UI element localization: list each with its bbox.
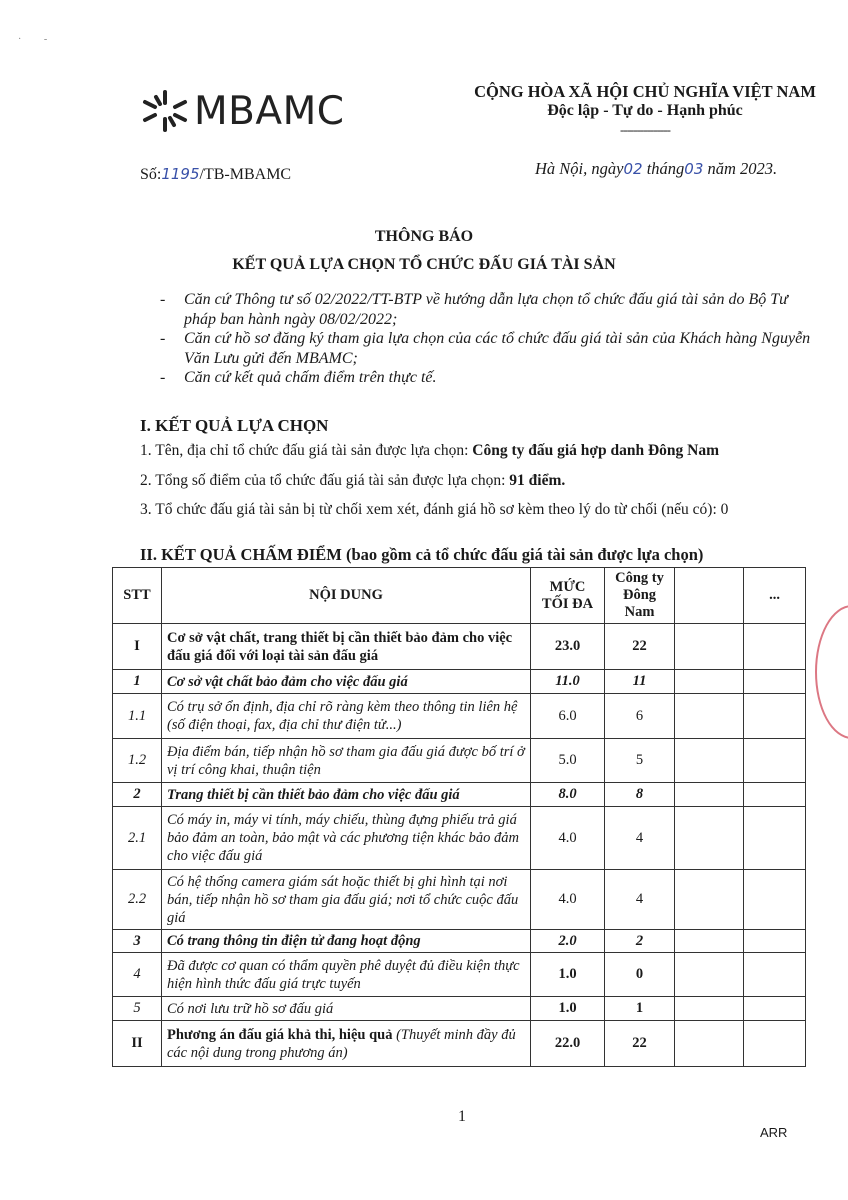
table-row: 1 Cơ sở vật chất bảo đảm cho việc đấu giá 11.0 11	[113, 670, 806, 694]
footer-mark: ARR	[760, 1125, 788, 1140]
document-date	[535, 159, 777, 179]
header-more: ...	[744, 568, 806, 624]
nation-title: CỘNG HÒA XÃ HỘI CHỦ NGHĨA VIỆT NAM	[474, 82, 816, 101]
basis-item: - Căn cứ hồ sơ đăng ký tham gia lựa chọn của các tổ chức đấu giá tài sản của Khách hàng Nguyễn Văn Lưu gửi đến MBAMC;	[160, 330, 811, 367]
header-cong-ty: Công ty Đông Nam	[605, 568, 675, 624]
table-row: II Phương án đấu giá khả thi, hiệu quả (Thuyết minh đầy đủ các nội dung trong phương án) 22.0 22	[113, 1021, 806, 1067]
date-year: năm 2023.	[707, 159, 778, 178]
so-prefix: Số:	[140, 166, 162, 183]
document-number	[140, 165, 291, 184]
table-row: 5 Có nơi lưu trữ hồ sơ đấu giá 1.0 1	[113, 997, 806, 1021]
notice-title: THÔNG BÁO	[374, 228, 474, 245]
score-table	[112, 567, 806, 1067]
date-month: 03	[684, 160, 704, 178]
table-row: 2.2 Có hệ thống camera giám sát hoặc thiết bị ghi hình tại nơi bán, tiếp nhận hồ sơ tham gia đấu giá; nơi tổ chức cuộc đấu giá 4.0 4	[113, 870, 806, 930]
date-month-label: tháng	[646, 159, 685, 178]
table-header-row	[113, 568, 806, 624]
scan-speck: · -	[18, 34, 48, 45]
motto-underline: ---------------	[620, 122, 670, 137]
so-number: 1195	[161, 165, 200, 183]
table-row: 1.1 Có trụ sở ổn định, địa chỉ rõ ràng kèm theo thông tin liên hệ (số điện thoại, fax, địa chỉ thư điện tử...) 6.0 6	[113, 694, 806, 739]
logo-text: MBAMC	[194, 88, 345, 134]
date-day: 02	[623, 160, 643, 178]
table-row: 1.2 Địa điểm bán, tiếp nhận hồ sơ tham gia đấu giá được bố trí ở vị trí công khai, thuận tiện 5.0 5	[113, 739, 806, 783]
result-item-2: 2. Tổng số điểm của tổ chức đấu giá tài sản được lựa chọn: 91 điểm.	[140, 472, 566, 489]
motto: Độc lập - Tự do - Hạnh phúc	[547, 102, 743, 119]
date-place: Hà Nội, ngày	[535, 159, 624, 178]
table-row: 2.1 Có máy in, máy vi tính, máy chiếu, thùng đựng phiếu trả giá bảo đảm an toàn, bảo mật và các phương tiện khác bảo đảm cho việc đấu giá 4.0 4	[113, 807, 806, 870]
section-2-heading: II. KẾT QUẢ CHẤM ĐIỂM (bao gồm cả tổ chức đấu giá tài sản được lựa chọn)	[140, 545, 704, 564]
table-row: 4 Đã được cơ quan có thẩm quyền phê duyệt đủ điều kiện thực hiện hình thức đấu giá trực tuyến 1.0 0	[113, 953, 806, 997]
basis-list	[160, 290, 820, 388]
so-suffix: /TB-MBAMC	[199, 166, 292, 183]
basis-item: - Căn cứ kết quả chấm điểm trên thực tế.	[160, 369, 437, 386]
notice-subtitle: KẾT QUẢ LỰA CHỌN TỔ CHỨC ĐẤU GIÁ TÀI SẢN	[232, 256, 616, 273]
star-logo-icon	[140, 88, 190, 134]
header-stt: STT	[113, 568, 162, 624]
red-seal-stamp	[815, 605, 848, 739]
page-number: 1	[458, 1108, 466, 1125]
header-noi-dung: NỘI DUNG	[162, 568, 531, 624]
basis-item: - Căn cứ Thông tư số 02/2022/TT-BTP về hướng dẫn lựa chọn tổ chức đấu giá tài sản do Bộ Tư pháp ban hành ngày 08/02/2022;	[160, 291, 788, 328]
mbamc-logo	[140, 86, 344, 136]
header-extra	[675, 568, 744, 624]
result-item-1: 1. Tên, địa chỉ tổ chức đấu giá tài sản được lựa chọn: Công ty đấu giá hợp danh Đông Nam	[140, 442, 720, 459]
table-row: 3 Có trang thông tin điện tử đang hoạt động 2.0 2	[113, 930, 806, 953]
header-muc-toi-da: MỨC TỐI ĐA	[531, 568, 605, 624]
table-row: I Cơ sở vật chất, trang thiết bị cần thiết bảo đảm cho việc đấu giá đối với loại tài sản đấu giá 23.0 22	[113, 624, 806, 670]
result-item-3: 3. Tổ chức đấu giá tài sản bị từ chối xem xét, đánh giá hồ sơ kèm theo lý do từ chối (nếu có): 0	[140, 501, 729, 518]
section-1-heading: I. KẾT QUẢ LỰA CHỌN	[140, 416, 329, 435]
table-row: 2 Trang thiết bị cần thiết bảo đảm cho việc đấu giá 8.0 8	[113, 783, 806, 807]
